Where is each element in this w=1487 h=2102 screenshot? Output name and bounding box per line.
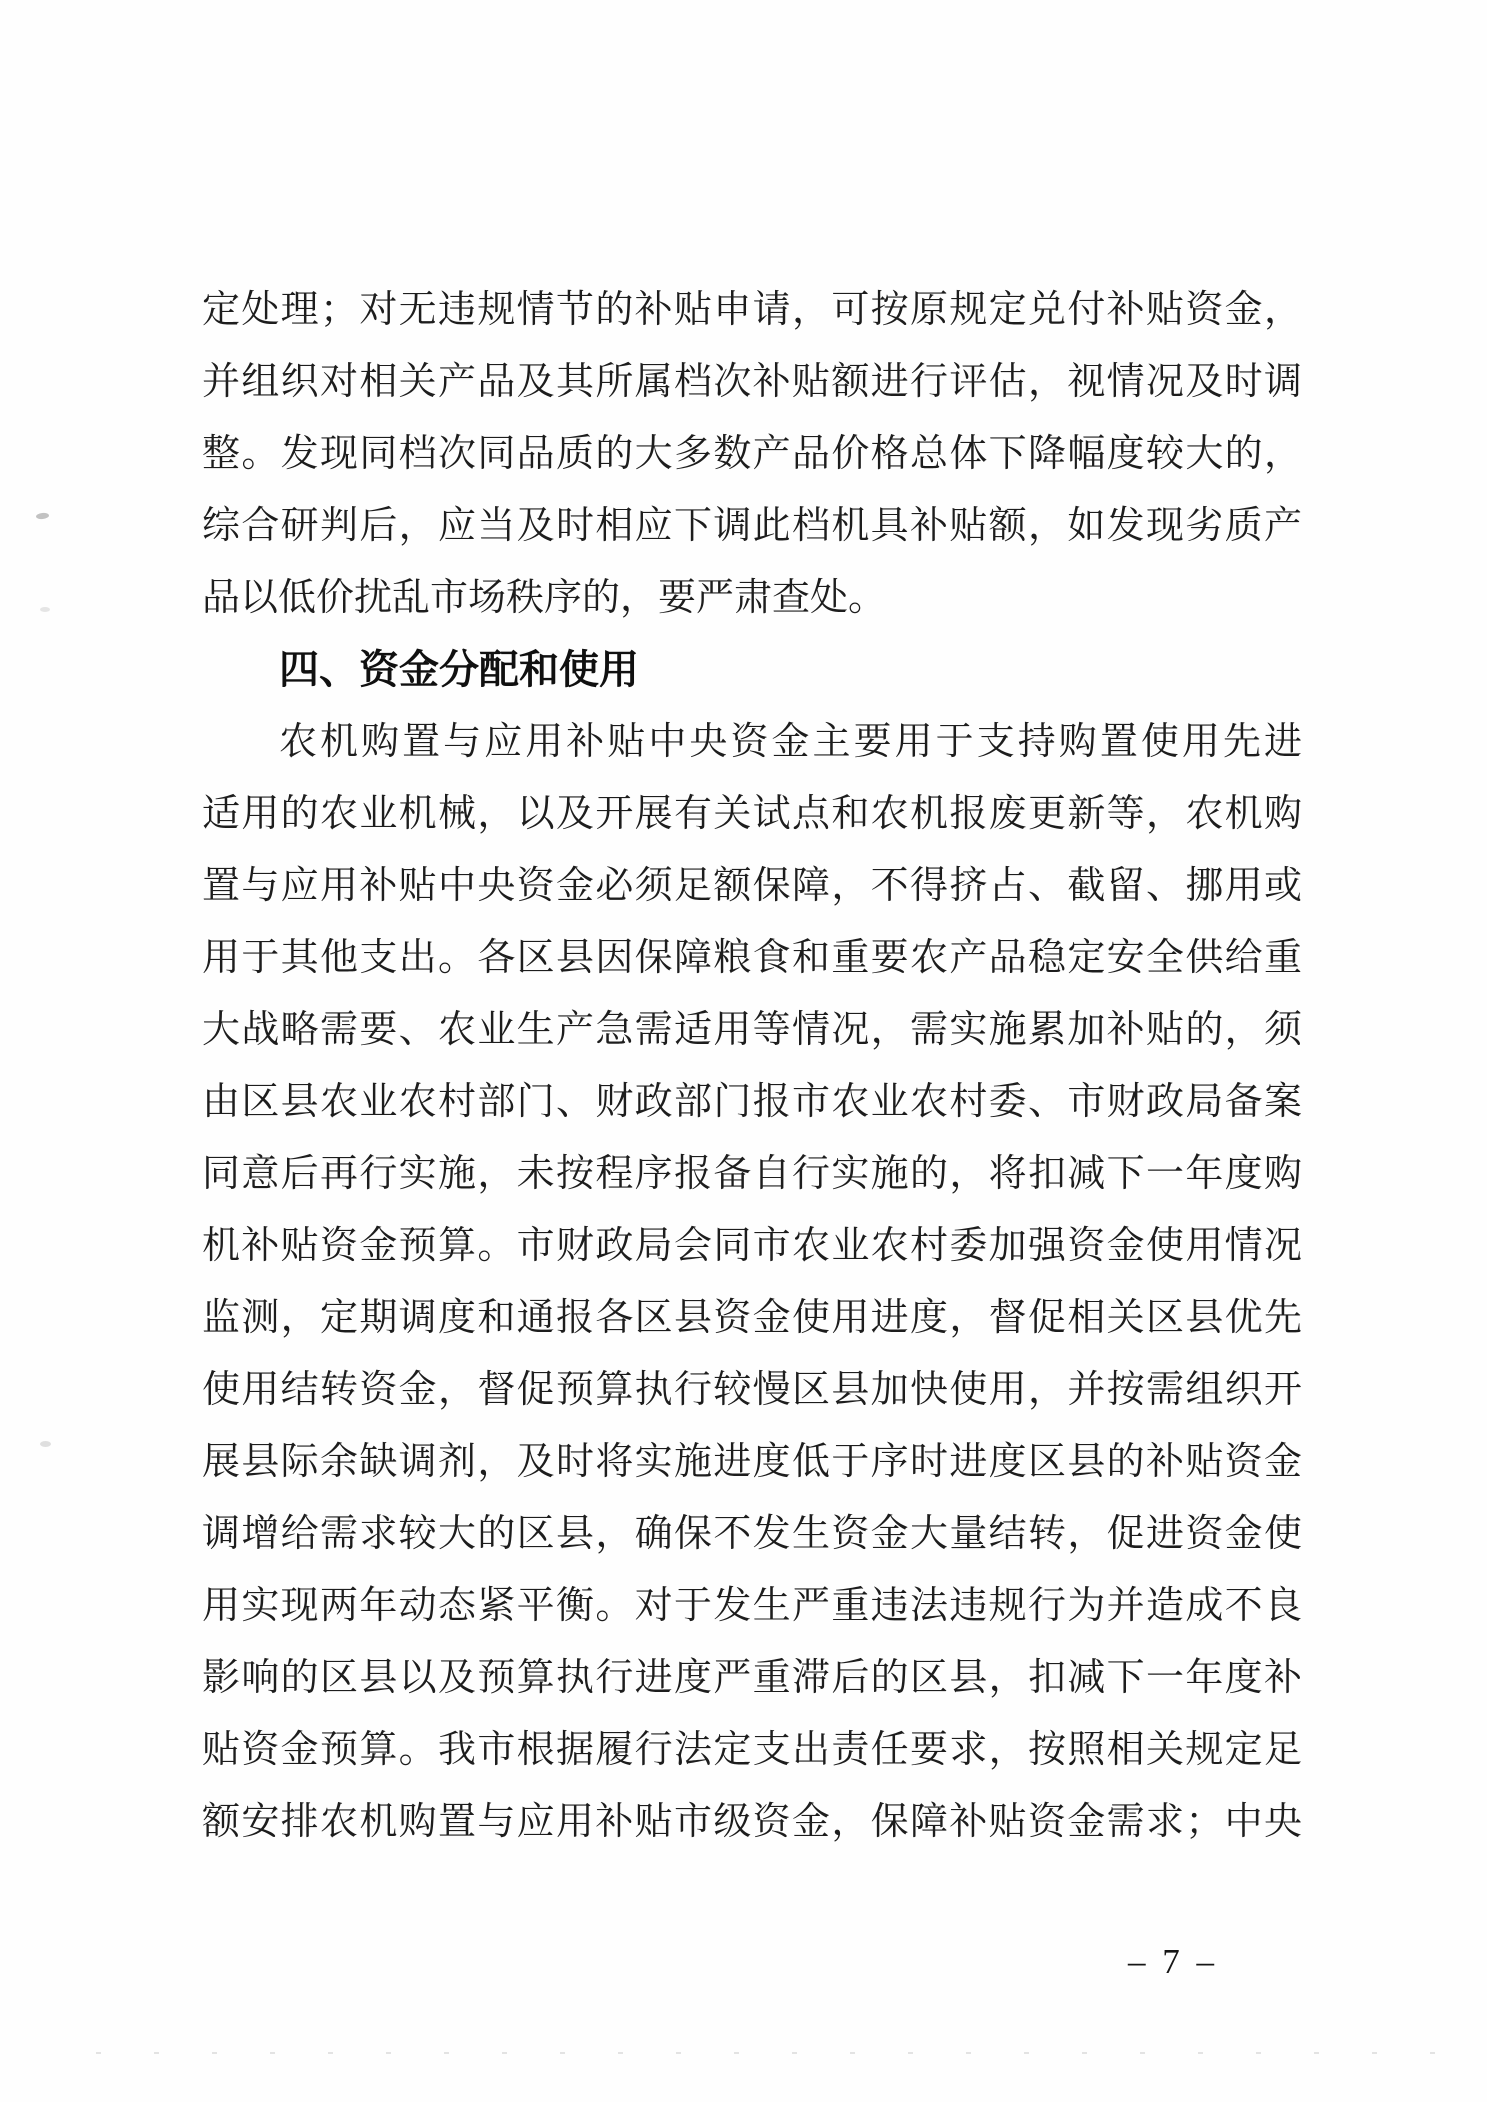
scan-speck: [36, 512, 50, 519]
text-line: 由区县农业农村部门、财政部门报市农业农村委、市财政局备案: [202, 1081, 1302, 1123]
section-heading: 四、资金分配和使用: [279, 648, 639, 692]
text-line: 用于其他支出。各区县因保障粮食和重要农产品稳定安全供给重: [202, 937, 1302, 979]
scan-edge-artifact: [96, 2052, 1468, 2054]
text-line: 定处理；对无违规情节的补贴申请，可按原规定兑付补贴资金，: [202, 289, 1302, 331]
text-line: 同意后再行实施，未按程序报备自行实施的，将扣减下一年度购: [202, 1153, 1302, 1195]
text-line: 调增给需求较大的区县，确保不发生资金大量结转，促进资金使: [202, 1513, 1302, 1555]
text-line: 农机购置与应用补贴中央资金主要用于支持购置使用先进: [279, 721, 1302, 763]
text-line: 置与应用补贴中央资金必须足额保障，不得挤占、截留、挪用或: [202, 865, 1302, 907]
paragraph-1: [202, 274, 1302, 562]
text-line: 用实现两年动态紧平衡。对于发生严重违法违规行为并造成不良: [202, 1585, 1302, 1627]
text-line: 整。发现同档次同品质的大多数产品价格总体下降幅度较大的，: [202, 433, 1302, 475]
text-line: 适用的农业机械，以及开展有关试点和农机报废更新等，农机购: [202, 793, 1302, 835]
text-line: 并组织对相关产品及其所属档次补贴额进行评估，视情况及时调: [202, 361, 1302, 403]
text-line: 贴资金预算。我市根据履行法定支出责任要求，按照相关规定足: [202, 1729, 1302, 1771]
text-line: 展县际余缺调剂，及时将实施进度低于序时进度区县的补贴资金: [202, 1441, 1302, 1483]
scan-speck: [40, 607, 50, 612]
text-line: 影响的区县以及预算执行进度严重滞后的区县，扣减下一年度补: [202, 1657, 1302, 1699]
text-line: 品以低价扰乱市场秩序的，要严肃查处。: [202, 577, 887, 619]
text-line: 使用结转资金，督促预算执行较慢区县加快使用，并按需组织开: [202, 1369, 1302, 1411]
paragraph-2: [202, 778, 1302, 1858]
text-line: 额安排农机购置与应用补贴市级资金，保障补贴资金需求；中央: [202, 1801, 1302, 1843]
page-number: – 7 –: [1128, 1942, 1218, 1981]
text-line: 综合研判后，应当及时相应下调此档机具补贴额，如发现劣质产: [202, 505, 1302, 547]
text-line: 监测，定期调度和通报各区县资金使用进度，督促相关区县优先: [202, 1297, 1302, 1339]
scan-speck: [40, 1441, 51, 1447]
text-line: 大战略需要、农业生产急需适用等情况，需实施累加补贴的，须: [202, 1009, 1302, 1051]
text-line: 机补贴资金预算。市财政局会同市农业农村委加强资金使用情况: [202, 1225, 1302, 1267]
body-text: [202, 274, 1302, 1858]
